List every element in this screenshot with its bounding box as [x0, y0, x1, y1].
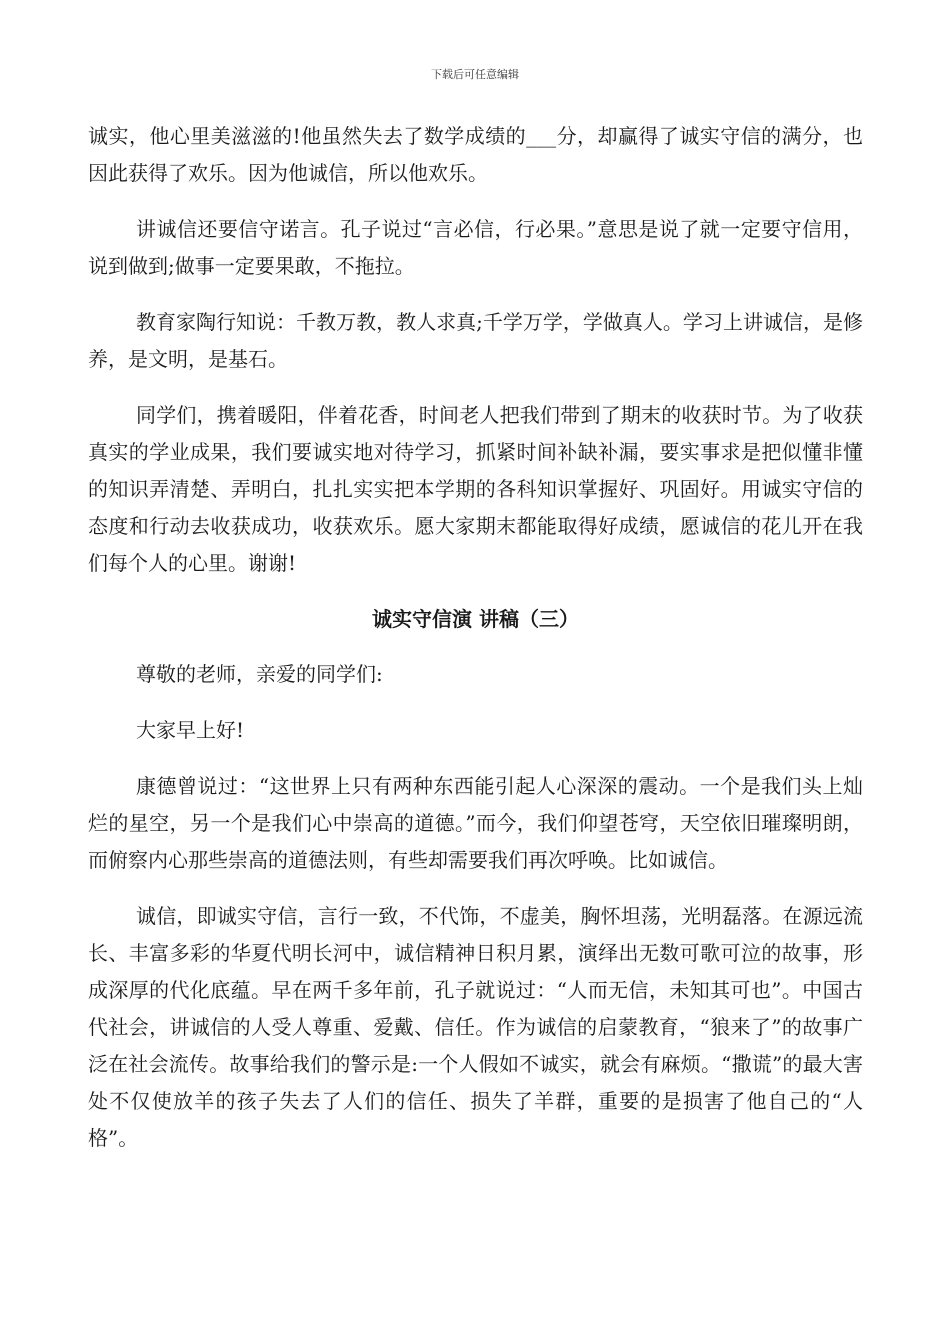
paragraph: 同学们，携着暖阳，伴着花香，时间老人把我们带到了期末的收获时节。为了收获真实的学业成果，我们要诚实地对待学习，抓紧时间补缺补漏，要实事求是把似懂非懂的知识弄清楚、弄明白，扎扎实实把本学期的各科知识掌握好、巩固好。用诚实守信的态度和行动去收获成功，收获欢乐。愿大家期末都能取得好成绩，愿诚信的花儿开在我们每个人的心里。谢谢!: [88, 403, 863, 575]
paragraph: 教育家陶行知说：千教万教，教人求真;千学万学，学做真人。学习上讲诚信，是修养，是文明，是基石。: [88, 310, 863, 371]
section-title: 诚实守信演 讲稿（三）: [372, 607, 579, 631]
paragraph: 大家早上好!: [136, 718, 245, 742]
paragraph: 康德曾说过：“这世界上只有两种东西能引起人心深深的震动。一个是我们头上灿烂的星空，另一个是我们心中崇高的道德。”而今，我们仰望苍穹，天空依旧璀璨明朗，而俯察内心那些崇高的道德法则，有些却需要我们再次呼唤。比如诚信。: [88, 774, 863, 872]
paragraph: 诚实，他心里美滋滋的!他虽然失去了数学成绩的___分，却赢得了诚实守信的满分，也因此获得了欢乐。因为他诚信，所以他欢乐。: [88, 124, 863, 185]
paragraph: 诚信，即诚实守信，言行一致，不代饰，不虚美，胸怀坦荡，光明磊落。在源远流长、丰富多彩的华夏代明长河中，诚信精神日积月累，演绎出无数可歌可泣的故事，形成深厚的代化底蕴。早在两千多年前，孔子就说过：“人而无信，未知其可也”。中国古代社会，讲诚信的人受人尊重、爱戴、信任。作为诚信的启蒙教育，“狼来了”的故事广泛在社会流传。故事给我们的警示是:一个人假如不诚实，就会有麻烦。“撒谎”的最大害处不仅使放羊的孩子失去了人们的信任、损失了羊群，重要的是损害了他自己的“人格”。: [88, 904, 863, 1150]
page-header: 下载后可任意编辑: [431, 68, 519, 81]
paragraph: 讲诚信还要信守诺言。孔子说过“言必信，行必果。”意思是说了就一定要守信用，说到做到;做事一定要果敢，不拖拉。: [88, 217, 863, 278]
paragraph: 尊敬的老师，亲爱的同学们:: [136, 662, 383, 686]
document-body: [88, 118, 863, 1176]
